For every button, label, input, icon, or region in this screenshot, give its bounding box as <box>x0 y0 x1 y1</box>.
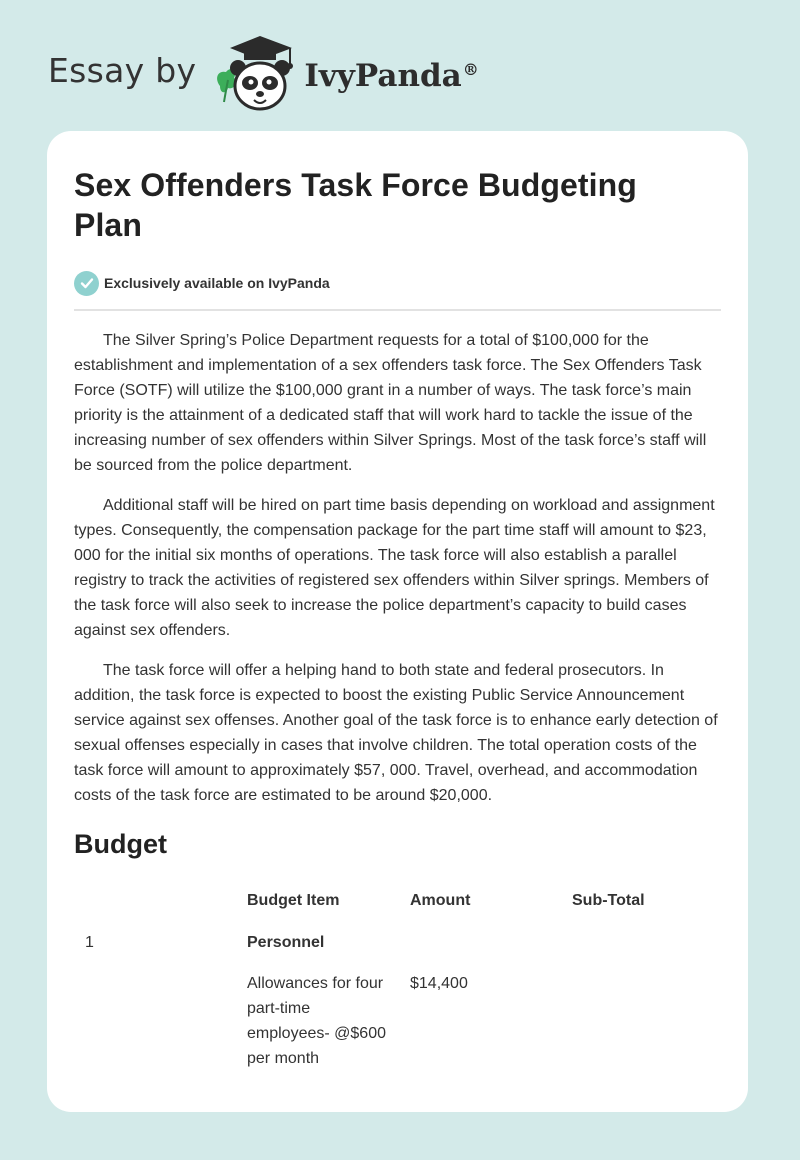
row-number: 1 <box>85 934 94 951</box>
divider <box>74 309 721 311</box>
budget-table <box>74 888 721 1081</box>
paragraph: The task force will offer a helping hand to both state and federal prosecutors. In addition, the task force is expected to boost the existing Public Service Announcement service against sex offenses. Another goal of the task force is to enhance early detection of sexual offenses especially in cases that involve children. The total operation costs of the task force will amount to approximately $57, 000. Travel, overhead, and accommodation costs of the task force are estimated to be around $20,000. <box>74 662 718 804</box>
table-header-row <box>74 888 721 930</box>
row-item: Personnel <box>247 934 325 951</box>
essay-card <box>47 131 748 1112</box>
essay-body <box>74 328 721 808</box>
row-item: Allowances for four part-time employees- @$600 per month <box>247 975 386 1067</box>
badge-text: Exclusively available on IvyPanda <box>104 275 330 291</box>
brand-prefix: Essay by <box>48 50 197 90</box>
paragraph: Additional staff will be hired on part time basis depending on workload and assignment types. Consequently, the compensation package for the part time staff will amount to $23, 000 for the initial six months of operations. The task force will also establish a parallel registry to track the activities of registered sex offenders within Silver springs. Members of the task force will also seek to increase the police department’s capacity to build cases against sex offenders. <box>74 497 715 639</box>
table-row <box>74 930 721 971</box>
table-row <box>74 971 721 1081</box>
column-header-subtotal: Sub-Total <box>572 892 645 909</box>
column-header-amount: Amount <box>410 892 471 909</box>
brand-header <box>48 34 479 114</box>
panda-graduation-cap-icon <box>210 34 300 114</box>
paragraph: The Silver Spring’s Police Department requests for a total of $100,000 for the establishment and implementation of a sex offenders task force. The Sex Offenders Task Force (SOTF) will utilize the $100,000 grant in a number of ways. The task force’s main priority is the attainment of a dedicated staff that will work hard to tackle the issue of the increasing number of sex offenders within Silver Springs. Most of the task force’s staff will be sourced from the police department. <box>74 332 707 474</box>
brand-name: IvyPanda® <box>304 58 479 94</box>
budget-heading: Budget <box>74 829 167 859</box>
exclusive-badge <box>74 269 721 297</box>
column-header-item: Budget Item <box>247 892 340 909</box>
check-icon <box>74 271 99 296</box>
row-amount: $14,400 <box>410 975 468 992</box>
registered-mark: ® <box>462 59 479 79</box>
page-title: Sex Offenders Task Force Budgeting Plan <box>74 167 637 243</box>
